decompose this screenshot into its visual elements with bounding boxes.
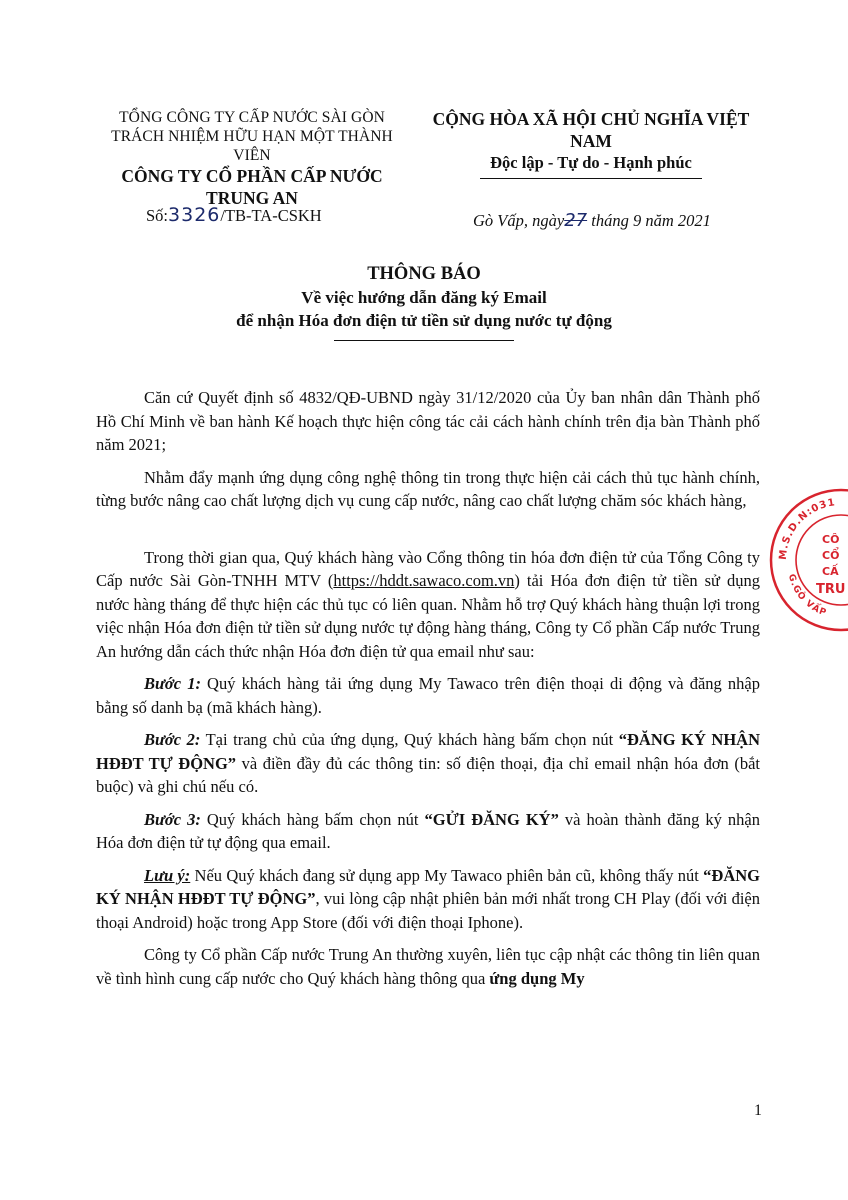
document-number (146, 204, 322, 226)
seal-center-line4: TRU (816, 582, 846, 597)
seal-bottom-text: G.GÒ VẤP (785, 573, 829, 619)
date-day-handwritten: 27 (564, 210, 588, 231)
paragraph-step-1 (96, 672, 760, 719)
note-button-name: “ĐĂNG KÝ NHẬN HĐĐT TỰ ĐỘNG” (96, 865, 761, 908)
step-3-label: Bước 3: (144, 809, 201, 829)
national-motto: Độc lập - Tự do - Hạnh phúc (490, 153, 692, 172)
notice-subject-line2: để nhận Hóa đơn điện tử tiền sử dụng nước tự động (236, 311, 612, 330)
notice-heading: THÔNG BÁO (367, 264, 481, 284)
step-3-text-b: và hoàn thành đăng ký nhận Hóa đơn điện tử tự động qua email. (96, 809, 760, 852)
company-seal-stamp (766, 485, 848, 635)
doc-number-prefix: Số: (146, 206, 169, 225)
national-header (418, 108, 764, 179)
note-text-a: Nếu Quý khách đang sử dụng app My Tawaco phiên bản cũ, không thấy nút (190, 865, 704, 885)
issuer-block (96, 108, 408, 209)
notice-title (0, 262, 848, 341)
closing-text: Công ty Cổ phần Cấp nước Trung An thường xuyên, liên tục cập nhật các thông tin liên quan về tình hình cung cấp nước cho Quý khách hàng thông qua (96, 945, 760, 988)
intro-text-b: ) tải Hóa đơn điện tử tiền sử dụng nước hàng tháng để thực hiện các thủ tục có liên quan. Nhằm hỗ trợ Quý khách hàng thuận lợi trong việc nhận Hóa đơn điện tử tiền sử dụng nước tự động hàng tháng, Công ty Cổ phần Cấp nước Trung An hướng dẫn cách thức nhận Hóa đơn điện tử qua email như sau: (96, 571, 760, 661)
note-text-b: , vui lòng cập nhật phiên bản mới nhất trong CH Play (đối với điện thoại Android) hoặc trong App Store (đối với điện thoại Iphone). (96, 889, 760, 932)
paragraph-closing (96, 943, 760, 990)
parent-org-line1: TỔNG CÔNG TY CẤP NƯỚC SÀI GÒN (119, 109, 385, 126)
paragraph-step-2 (96, 728, 760, 799)
company-name-line2: TRUNG AN (206, 188, 298, 208)
paragraph-purpose: Nhằm đẩy mạnh ứng dụng công nghệ thông tin trong thực hiện cải cách thủ tục hành chính, từng bước nâng cao chất lượng dịch vụ cung cấp nước, nâng cao chất lượng chăm sóc khách hàng, (96, 467, 760, 510)
closing-bold-text: ứng dụng My (489, 968, 585, 988)
place-date (473, 210, 711, 231)
step-2-label: Bước 2: (144, 730, 201, 749)
paragraph-intro (96, 546, 760, 664)
seal-center-line1: CÔ (822, 533, 840, 546)
page-number: 1 (754, 1102, 762, 1119)
notice-subject-line1: Về việc hướng dẫn đăng ký Email (301, 288, 547, 307)
motto-underline (480, 178, 702, 179)
step-3-button-name: “GỬI ĐĂNG KÝ” (424, 809, 559, 829)
parent-org-line2: TRÁCH NHIỆM HỮU HẠN MỘT THÀNH VIÊN (111, 128, 393, 164)
seal-center-line2: CỔ (822, 549, 840, 562)
step-2-text-a: Tại trang chủ của ứng dụng, Quý khách hàng bấm chọn nút (200, 730, 619, 749)
intro-text-a: Trong thời gian qua, Quý khách hàng vào Cổng thông tin hóa đơn điện tử của Tổng Công ty Cấp nước Sài Gòn-TNHH MTV ( (96, 547, 760, 590)
place-date-suffix: tháng 9 năm 2021 (591, 211, 711, 230)
seal-ring-text: M.S.D.N:031 (777, 497, 837, 561)
hddt-portal-link[interactable]: https://hddt.sawaco.com.vn (333, 571, 515, 590)
note-label: Lưu ý: (144, 865, 191, 885)
paragraph-legal-basis: Căn cứ Quyết định số 4832/QĐ-UBND ngày 31/12/2020 của Ủy ban nhân dân Thành phố Hồ Chí Minh về ban hành Kế hoạch thực hiện công tác cải cách hành chính trên địa bàn Thành phố năm 2021; (96, 388, 760, 454)
company-name-line1: CÔNG TY CỔ PHẦN CẤP NƯỚC (121, 166, 383, 186)
republic-name: CỘNG HÒA XÃ HỘI CHỦ NGHĨA VIỆT NAM (432, 109, 750, 151)
doc-number-suffix: /TB-TA-CSKH (220, 206, 322, 225)
place-date-prefix: Gò Vấp, ngày (473, 211, 565, 230)
step-3-text-a: Quý khách hàng bấm chọn nút (200, 809, 425, 829)
seal-center-line3: CẤ (822, 565, 839, 578)
doc-number-handwritten: 3326 (168, 204, 221, 226)
step-1-label: Bước 1: (144, 674, 201, 693)
step-1-text: Quý khách hàng tải ứng dụng My Tawaco trên điện thoại di động và đăng nhập bằng số danh bạ (mã khách hàng). (96, 674, 760, 717)
paragraph-note (96, 864, 760, 935)
step-2-button-name: “ĐĂNG KÝ NHẬN HĐĐT TỰ ĐỘNG” (96, 730, 760, 773)
title-underline (334, 340, 514, 341)
step-2-text-b: và điền đầy đủ các thông tin: số điện thoại, địa chỉ email nhận hóa đơn (bắt buộc) và ghi chú nếu có. (96, 753, 760, 796)
paragraph-step-3 (96, 808, 760, 855)
notice-body (96, 386, 760, 999)
